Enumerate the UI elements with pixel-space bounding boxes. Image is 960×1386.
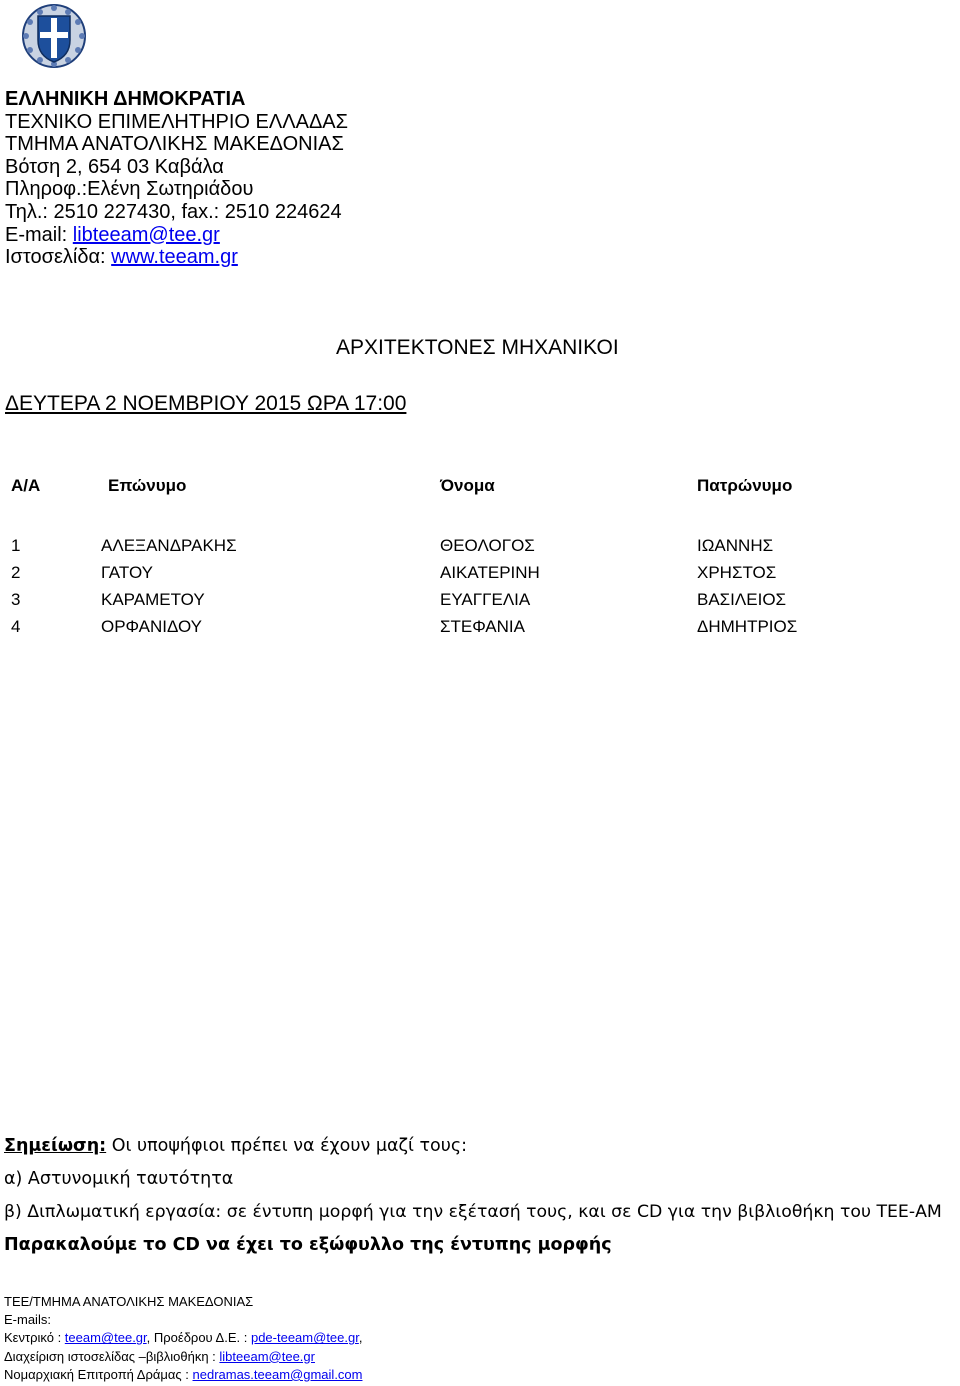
footer-president-label: , Προέδρου Δ.Ε. : <box>146 1330 251 1346</box>
footer-emails-label: E-mails: <box>4 1312 51 1328</box>
header-department: ΤΜΗΜΑ ΑΝΑΤΟΛΙΚΗΣ ΜΑΚΕΔΟΝΙΑΣ <box>5 133 344 156</box>
header-website-link[interactable]: www.teeam.gr <box>111 246 238 269</box>
exam-date: ΔΕΥΤΕΡΑ 2 ΝΟΕΜΒΡΙΟΥ 2015 ΩΡΑ 17:00 <box>5 392 407 415</box>
header-email-line <box>5 224 348 247</box>
cell-surname: ΟΡΦΑΝΙΔΟΥ <box>101 617 202 636</box>
footer-drama-label: Νομαρχιακή Επιτροπή Δράμας : <box>4 1366 193 1382</box>
cell-name: ΣΤΕΦΑΝΙΑ <box>440 617 525 636</box>
letterhead <box>5 88 348 269</box>
footer-central-line <box>4 1329 362 1347</box>
cell-name: ΘΕΟΛΟΓΟΣ <box>440 536 535 555</box>
header-email-label: E-mail: <box>5 223 73 246</box>
header-website-line <box>5 246 348 269</box>
header-contact-person: Πληροφ.:Ελένη Σωτηριάδου <box>5 178 254 201</box>
footer <box>4 1293 362 1384</box>
cell-patronymic: ΔΗΜΗΤΡΙΟΣ <box>697 617 798 636</box>
footer-central-email-link[interactable]: teeam@tee.gr <box>64 1330 147 1346</box>
note-line <box>4 1136 467 1156</box>
header-address: Βότση 2, 654 03 Καβάλα <box>5 155 224 178</box>
footer-library-email-link[interactable]: libteeam@tee.gr <box>219 1348 315 1364</box>
footer-library-line <box>4 1348 362 1366</box>
column-header-number: Α/Α <box>11 476 41 495</box>
header-email-link[interactable]: libteeam@tee.gr <box>72 223 220 246</box>
cell-number: 2 <box>11 563 21 582</box>
cell-surname: ΓΑΤΟΥ <box>101 563 153 582</box>
cell-number: 1 <box>11 536 21 555</box>
footer-org: ΤΕΕ/ΤΜΗΜΑ ΑΝΑΤΟΛΙΚΗΣ ΜΑΚΕΔΟΝΙΑΣ <box>4 1294 254 1309</box>
footer-drama-line <box>4 1366 362 1384</box>
greek-emblem-icon <box>20 2 88 72</box>
column-header-patronymic: Πατρώνυμο <box>697 476 793 495</box>
cell-name: ΕΥΑΓΓΕΛΙΑ <box>440 590 531 609</box>
header-phone-fax: Τηλ.: 2510 227430, fax.: 2510 224624 <box>5 200 342 223</box>
footer-drama-email-link[interactable]: nedramas.teeam@gmail.com <box>192 1366 363 1382</box>
footer-president-email-link[interactable]: pde-teeam@tee.gr <box>250 1330 359 1346</box>
cell-patronymic: ΧΡΗΣΤΟΣ <box>697 563 777 582</box>
header-chamber: ΤΕΧΝΙΚΟ ΕΠΙΜΕΛΗΤΗΡΙΟ ΕΛΛΑΔΑΣ <box>5 110 349 133</box>
note-text: Οι υποψήφιοι πρέπει να έχουν μαζί τους: <box>106 1136 468 1156</box>
cell-surname: ΑΛΕΞΑΝΔΡΑΚΗΣ <box>101 536 237 555</box>
footer-central-label: Κεντρικό : <box>4 1330 65 1346</box>
cell-surname: ΚΑΡΑΜΕΤΟΥ <box>101 590 205 609</box>
column-header-surname: Επώνυμο <box>108 476 187 495</box>
footer-president-suffix: , <box>358 1330 363 1346</box>
cell-number: 4 <box>11 617 21 636</box>
cell-patronymic: ΙΩΑΝΝΗΣ <box>697 536 774 555</box>
column-header-name: Όνομα <box>440 476 495 495</box>
note-item-id: α) Αστυνομική ταυτότητα <box>4 1169 234 1189</box>
cell-name: ΑΙΚΑΤΕΡΙΝΗ <box>440 563 540 582</box>
header-website-label: Ιστοσελίδα: <box>5 246 112 269</box>
cell-patronymic: ΒΑΣΙΛΕΙΟΣ <box>697 590 787 609</box>
note-item-thesis: β) Διπλωματική εργασία: σε έντυπη μορφή για την εξέτασή τους, και σε CD για την βιβλιοθήκη του ΤΕΕ-ΑΜ <box>4 1202 942 1222</box>
header-country: ΕΛΛΗΝΙΚΗ ΔΗΜΟΚΡΑΤΙΑ <box>5 88 246 110</box>
note-request: Παρακαλούμε το CD να έχει το εξώφυλλο της έντυπης μορφής <box>4 1235 612 1255</box>
note-label: Σημείωση: <box>4 1136 107 1156</box>
cell-number: 3 <box>11 590 21 609</box>
footer-library-label: Διαχείριση ιστοσελίδας –βιβλιοθήκη : <box>4 1348 220 1364</box>
page-title: ΑΡΧΙΤΕΚΤΟΝΕΣ ΜΗΧΑΝΙΚΟΙ <box>336 336 619 359</box>
